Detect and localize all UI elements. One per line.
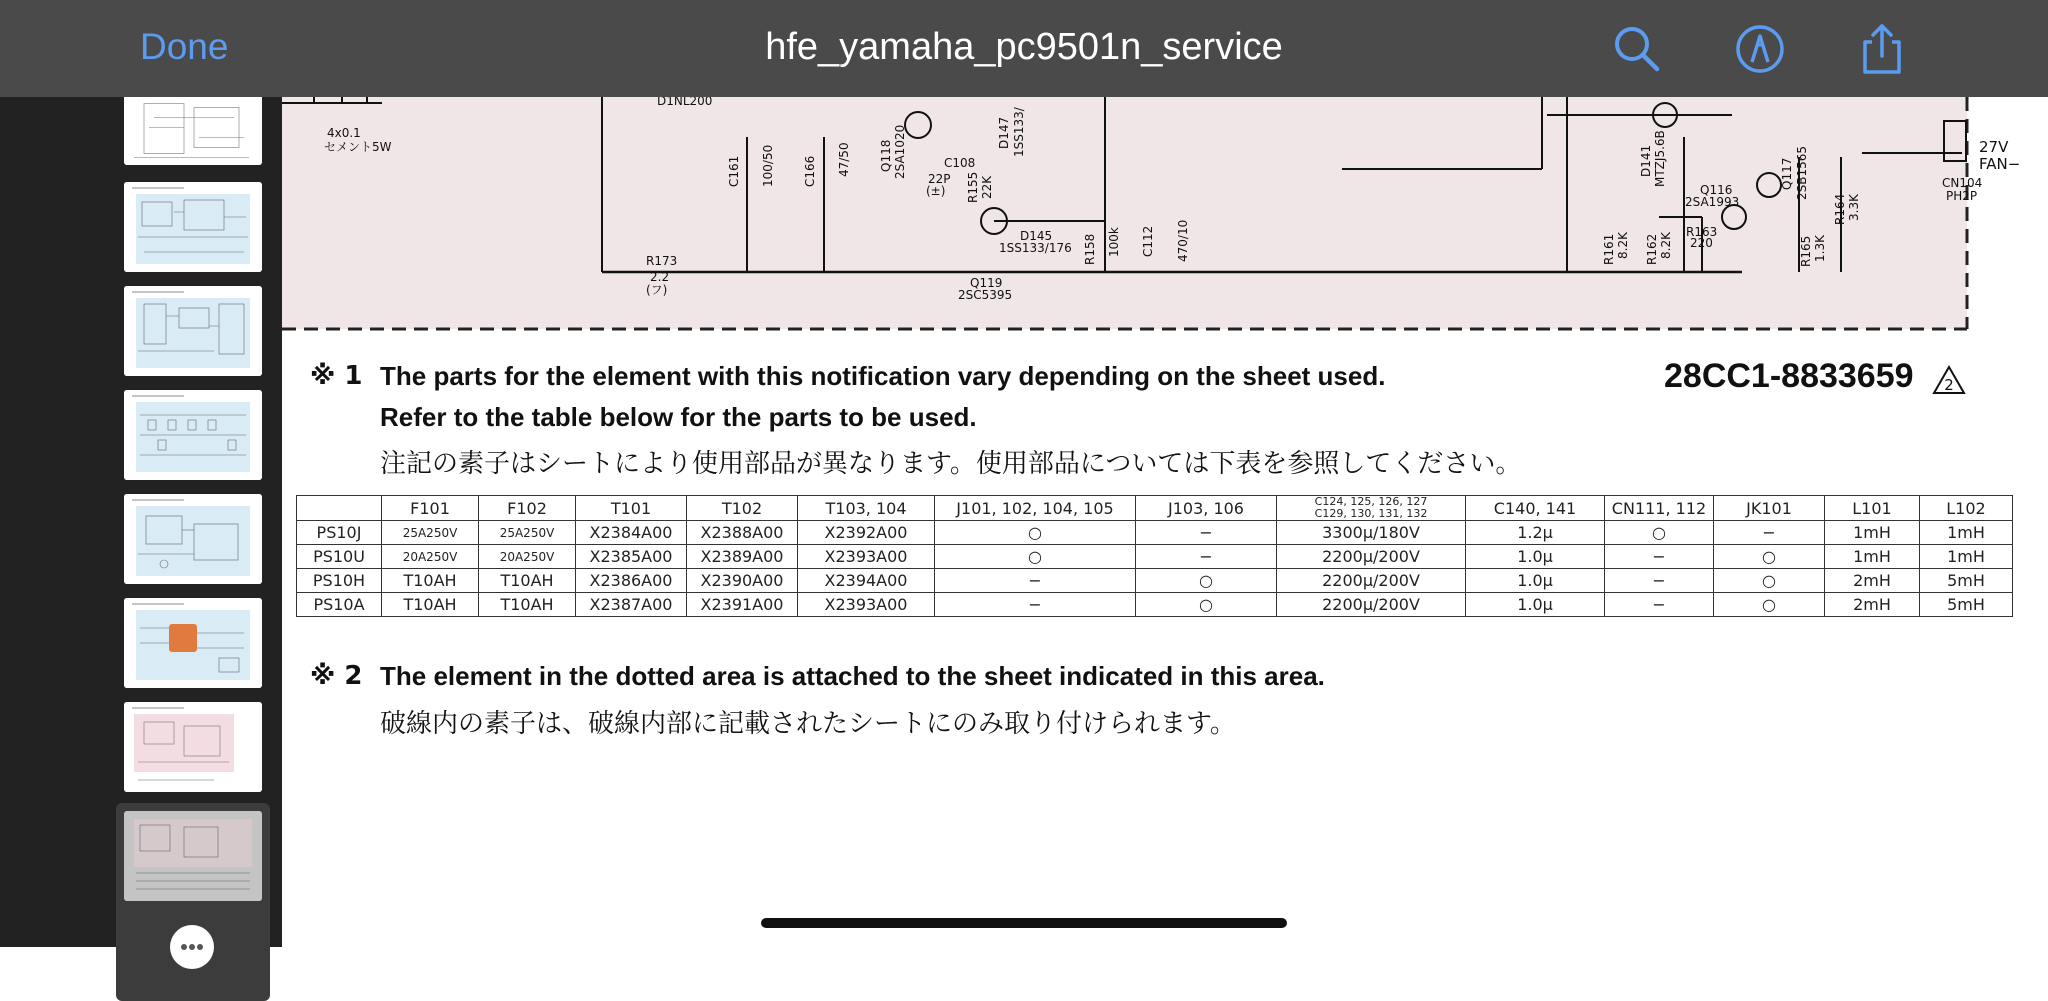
table-cell: X2385A00 xyxy=(576,545,687,569)
svg-text:3.3K: 3.3K xyxy=(1847,194,1861,221)
table-cell: − xyxy=(935,593,1136,617)
table-cell: X2393A00 xyxy=(798,545,935,569)
table-cell: − xyxy=(1714,521,1825,545)
table-cell: X2392A00 xyxy=(798,521,935,545)
table-row xyxy=(297,593,2013,617)
table-cell: X2393A00 xyxy=(798,593,935,617)
svg-text:2SA1993: 2SA1993 xyxy=(1685,195,1740,209)
svg-text:D145: D145 xyxy=(1020,229,1053,243)
svg-text:C161: C161 xyxy=(727,155,741,187)
table-cell: − xyxy=(1136,521,1277,545)
table-cell: 1.0μ xyxy=(1466,569,1605,593)
column-header: J101, 102, 104, 105 xyxy=(935,496,1136,521)
note-mark: ※ 1 xyxy=(310,361,363,391)
navigation-bar xyxy=(0,0,2048,97)
svg-text:8.2K: 8.2K xyxy=(1616,232,1630,259)
table-cell: 1.0μ xyxy=(1466,593,1605,617)
share-icon[interactable] xyxy=(1855,22,1909,76)
table-cell: 1mH xyxy=(1825,545,1920,569)
svg-text:R155: R155 xyxy=(966,171,980,203)
note-text: The parts for the element with this notification vary depending on the sheet used. xyxy=(380,361,1386,391)
table-cell: 20A250V xyxy=(382,545,479,569)
svg-text:PH2P: PH2P xyxy=(1946,189,1978,203)
note-text: Refer to the table below for the parts to be used. xyxy=(380,402,977,432)
svg-text:R173: R173 xyxy=(646,254,678,268)
svg-text:2SB1565: 2SB1565 xyxy=(1795,145,1809,200)
table-cell: T10AH xyxy=(382,593,479,617)
table-cell: ○ xyxy=(1714,545,1825,569)
table-cell: ○ xyxy=(935,521,1136,545)
svg-text:2.2: 2.2 xyxy=(650,270,670,284)
svg-text:47/50: 47/50 xyxy=(837,142,851,177)
page-thumbnail[interactable] xyxy=(124,598,262,688)
svg-text:R165: R165 xyxy=(1799,235,1813,267)
table-cell: − xyxy=(1605,569,1714,593)
column-header xyxy=(297,496,382,521)
svg-text:C166: C166 xyxy=(803,155,817,187)
table-cell: 20A250V xyxy=(479,545,576,569)
svg-text:R162: R162 xyxy=(1645,233,1659,265)
column-header: L102 xyxy=(1920,496,2013,521)
svg-text:2SA1020: 2SA1020 xyxy=(893,124,907,179)
row-header-cell: PS10H xyxy=(297,569,382,593)
svg-text:MTZJ5.6B: MTZJ5.6B xyxy=(1653,130,1667,187)
row-header-cell: PS10J xyxy=(297,521,382,545)
column-header: CN111, 112 xyxy=(1605,496,1714,521)
note-text-japanese: 注記の素子はシートにより使用部品が異なります。使用部品については下表を参照してください。 xyxy=(380,449,1522,479)
table-cell: − xyxy=(935,569,1136,593)
more-options-button[interactable] xyxy=(170,925,214,969)
svg-text:2: 2 xyxy=(1944,376,1954,394)
svg-text:Q117: Q117 xyxy=(1780,157,1794,190)
table-cell: − xyxy=(1605,593,1714,617)
table-cell: ○ xyxy=(1605,521,1714,545)
row-header-cell: PS10A xyxy=(297,593,382,617)
parts-table xyxy=(296,495,2013,617)
svg-text:100/50: 100/50 xyxy=(761,144,775,187)
table-cell: 25A250V xyxy=(382,521,479,545)
part-number: 28CC1-8833659 xyxy=(1664,357,1914,395)
page-thumbnail[interactable] xyxy=(124,182,262,272)
table-cell: 2200μ/200V xyxy=(1277,569,1466,593)
table-cell: X2391A00 xyxy=(687,593,798,617)
table-cell: ○ xyxy=(935,545,1136,569)
page-thumbnail[interactable] xyxy=(124,702,262,792)
table-cell: ○ xyxy=(1714,569,1825,593)
table-cell: T10AH xyxy=(382,569,479,593)
table-cell: 5mH xyxy=(1920,569,2013,593)
table-cell: 1mH xyxy=(1825,521,1920,545)
svg-text:R158: R158 xyxy=(1083,233,1097,265)
svg-text:Q116: Q116 xyxy=(1700,183,1733,197)
column-header: T102 xyxy=(687,496,798,521)
note-text: The element in the dotted area is attached to the sheet indicated in this area. xyxy=(380,661,1325,691)
svg-text:8.2K: 8.2K xyxy=(1659,232,1673,259)
page-thumbnail-sidebar xyxy=(0,97,282,947)
markup-icon[interactable] xyxy=(1733,22,1787,76)
column-header: JK101 xyxy=(1714,496,1825,521)
svg-text:27V: 27V xyxy=(1979,138,2009,156)
table-cell: ○ xyxy=(1136,593,1277,617)
page-thumbnail[interactable] xyxy=(124,494,262,584)
table-cell: 3300μ/180V xyxy=(1277,521,1466,545)
svg-text:CN104: CN104 xyxy=(1942,176,1983,190)
column-header: T101 xyxy=(576,496,687,521)
svg-text:1.3K: 1.3K xyxy=(1813,235,1827,262)
page-thumbnail[interactable] xyxy=(124,286,262,376)
table-cell: 2200μ/200V xyxy=(1277,545,1466,569)
page-thumbnail[interactable] xyxy=(124,390,262,480)
table-header-row xyxy=(297,496,2013,521)
table-cell: − xyxy=(1136,545,1277,569)
svg-text:C112: C112 xyxy=(1141,225,1155,257)
svg-text:470/10: 470/10 xyxy=(1176,219,1190,262)
svg-text:1SS133/: 1SS133/ xyxy=(1012,107,1026,157)
table-cell: − xyxy=(1605,545,1714,569)
table-cell: X2386A00 xyxy=(576,569,687,593)
table-cell: 2mH xyxy=(1825,569,1920,593)
selected-page-thumbnail[interactable] xyxy=(116,803,270,1001)
svg-text:セメント5W: セメント5W xyxy=(324,140,392,154)
svg-text:R163: R163 xyxy=(1686,225,1718,239)
table-row xyxy=(297,521,2013,545)
done-button[interactable]: Done xyxy=(140,26,229,67)
table-cell: 1mH xyxy=(1920,521,2013,545)
column-header: C124, 125, 126, 127 C129, 130, 131, 132 xyxy=(1277,496,1466,521)
column-header: F101 xyxy=(382,496,479,521)
table-cell: 2200μ/200V xyxy=(1277,593,1466,617)
ellipsis-icon xyxy=(181,944,187,950)
table-cell: 1.2μ xyxy=(1466,521,1605,545)
svg-text:C108: C108 xyxy=(944,156,976,170)
table-cell: 1mH xyxy=(1920,545,2013,569)
note-text-japanese: 破線内の素子は、破線内部に記載されたシートにのみ取り付けられます。 xyxy=(380,709,1236,739)
svg-text:220: 220 xyxy=(1690,236,1713,250)
svg-text:Q118: Q118 xyxy=(879,139,893,172)
svg-text:22K: 22K xyxy=(980,175,994,199)
svg-text:Q119: Q119 xyxy=(970,276,1003,290)
svg-text:R161: R161 xyxy=(1602,233,1616,265)
svg-text:R164: R164 xyxy=(1833,193,1847,225)
table-cell: 1.0μ xyxy=(1466,545,1605,569)
table-cell: 2mH xyxy=(1825,593,1920,617)
column-header: J103, 106 xyxy=(1136,496,1277,521)
document-title: hfe_yamaha_pc9501n_service xyxy=(765,26,1283,68)
svg-text:100k: 100k xyxy=(1107,227,1121,257)
table-cell: T10AH xyxy=(479,593,576,617)
table-cell: X2384A00 xyxy=(576,521,687,545)
revision-triangle-icon xyxy=(1932,365,1966,395)
table-cell: X2389A00 xyxy=(687,545,798,569)
table-cell: X2388A00 xyxy=(687,521,798,545)
schematic-diagram xyxy=(282,97,2048,337)
column-header: F102 xyxy=(479,496,576,521)
home-indicator[interactable] xyxy=(761,918,1287,928)
table-cell: 25A250V xyxy=(479,521,576,545)
table-cell: X2390A00 xyxy=(687,569,798,593)
table-cell: ○ xyxy=(1136,569,1277,593)
table-row xyxy=(297,569,2013,593)
svg-text:(±): (±) xyxy=(926,184,946,198)
svg-text:2SC5395: 2SC5395 xyxy=(958,288,1013,302)
svg-text:D147: D147 xyxy=(997,116,1011,149)
svg-text:4x0.1: 4x0.1 xyxy=(327,126,361,140)
table-cell: X2394A00 xyxy=(798,569,935,593)
svg-text:D1NL200: D1NL200 xyxy=(657,97,713,108)
column-header: L101 xyxy=(1825,496,1920,521)
table-cell: 5mH xyxy=(1920,593,2013,617)
svg-text:22P: 22P xyxy=(928,172,951,186)
column-header: T103, 104 xyxy=(798,496,935,521)
svg-text:D141: D141 xyxy=(1639,144,1653,177)
note-mark: ※ 2 xyxy=(310,661,363,691)
document-page xyxy=(282,97,2048,947)
svg-text:(フ): (フ) xyxy=(646,283,668,297)
column-header: C140, 141 xyxy=(1466,496,1605,521)
table-row xyxy=(297,545,2013,569)
table-cell: ○ xyxy=(1714,593,1825,617)
table-cell: X2387A00 xyxy=(576,593,687,617)
svg-text:1SS133/176: 1SS133/176 xyxy=(999,241,1072,255)
svg-text:FAN−: FAN− xyxy=(1979,155,2021,173)
row-header-cell: PS10U xyxy=(297,545,382,569)
page-thumbnail[interactable] xyxy=(124,90,262,165)
table-cell: T10AH xyxy=(479,569,576,593)
search-icon[interactable] xyxy=(1610,22,1664,76)
